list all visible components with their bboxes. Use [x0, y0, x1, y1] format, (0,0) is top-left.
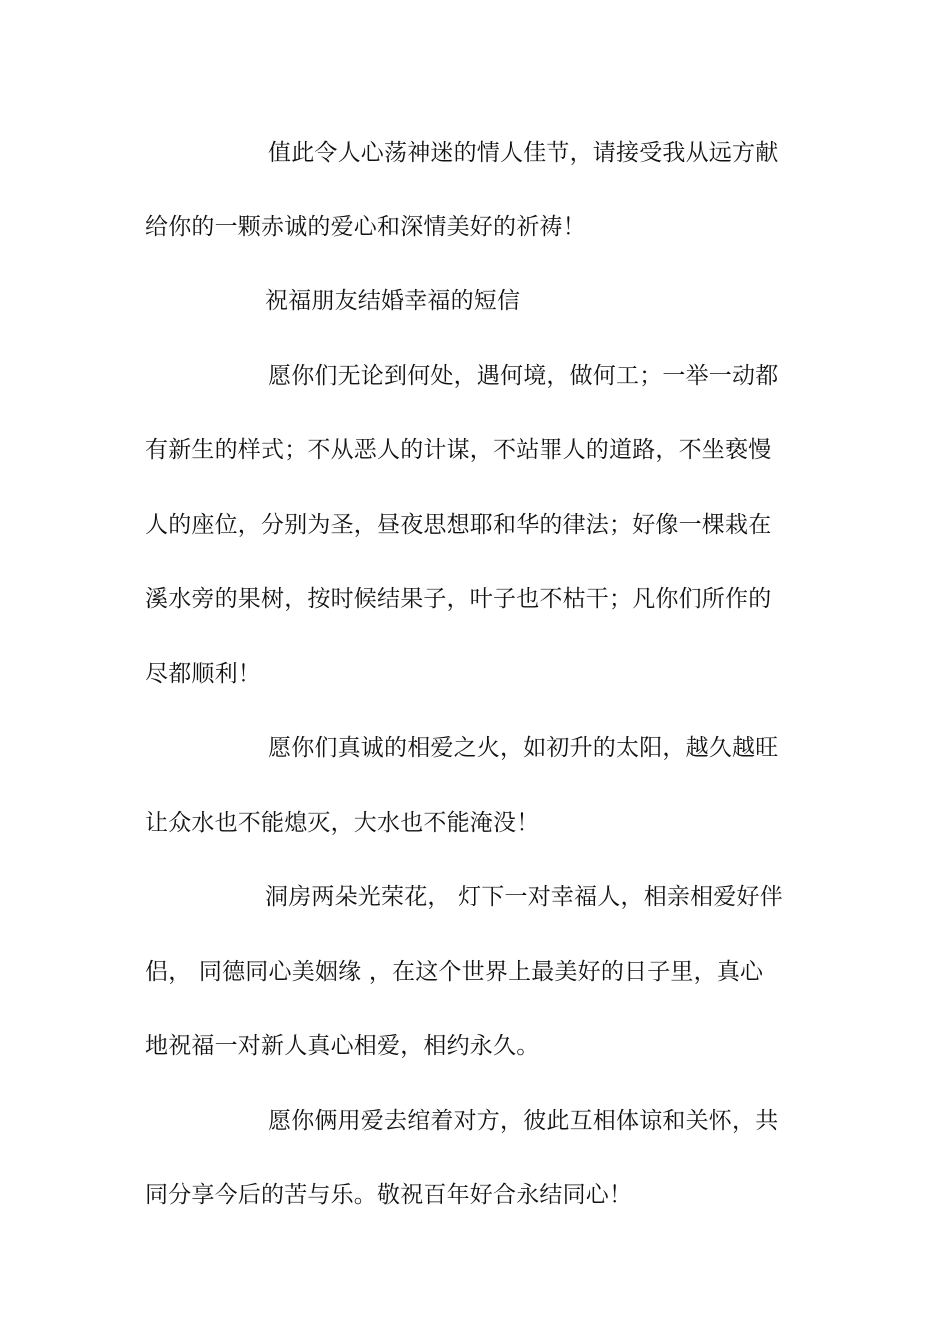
text-line: 愿你们真诚的相爱之火，如初升的太阳，越久越旺 — [268, 735, 779, 761]
text-line: 地祝福一对新人真心相爱，相约永久。 — [145, 1033, 540, 1059]
section-heading: 祝福朋友结婚幸福的短信 — [265, 288, 521, 314]
text-line: 同分享今后的苦与乐。敬祝百年好合永结同心！ — [145, 1182, 633, 1208]
text-line: 给你的一颗赤诚的爱心和深情美好的祈祷！ — [145, 214, 586, 240]
text-line: 愿你们无论到何处，遇何境，做何工；一举一动都 — [268, 363, 779, 389]
text-line: 值此令人心荡神迷的情人佳节，请接受我从远方献 — [268, 140, 779, 166]
text-line: 侣， 同德同心美姻缘 ，在这个世界上最美好的日子里，真心 — [145, 959, 764, 985]
text-line: 溪水旁的果树，按时候结果子，叶子也不枯干；凡你们所作的 — [145, 586, 772, 612]
text-line: 让众水也不能熄灭，大水也不能淹没！ — [145, 810, 540, 836]
text-line: 尽都顺利！ — [145, 661, 261, 687]
text-line: 洞房两朵光荣花， 灯下一对幸福人，相亲相爱好伴 — [265, 884, 783, 910]
text-line: 人的座位，分别为圣，昼夜思想耶和华的律法；好像一棵栽在 — [145, 512, 772, 538]
text-line: 有新生的样式；不从恶人的计谋，不站罪人的道路，不坐亵慢 — [145, 437, 772, 463]
text-line: 愿你俩用爱去绾着对方，彼此互相体谅和关怀，共 — [268, 1108, 779, 1134]
